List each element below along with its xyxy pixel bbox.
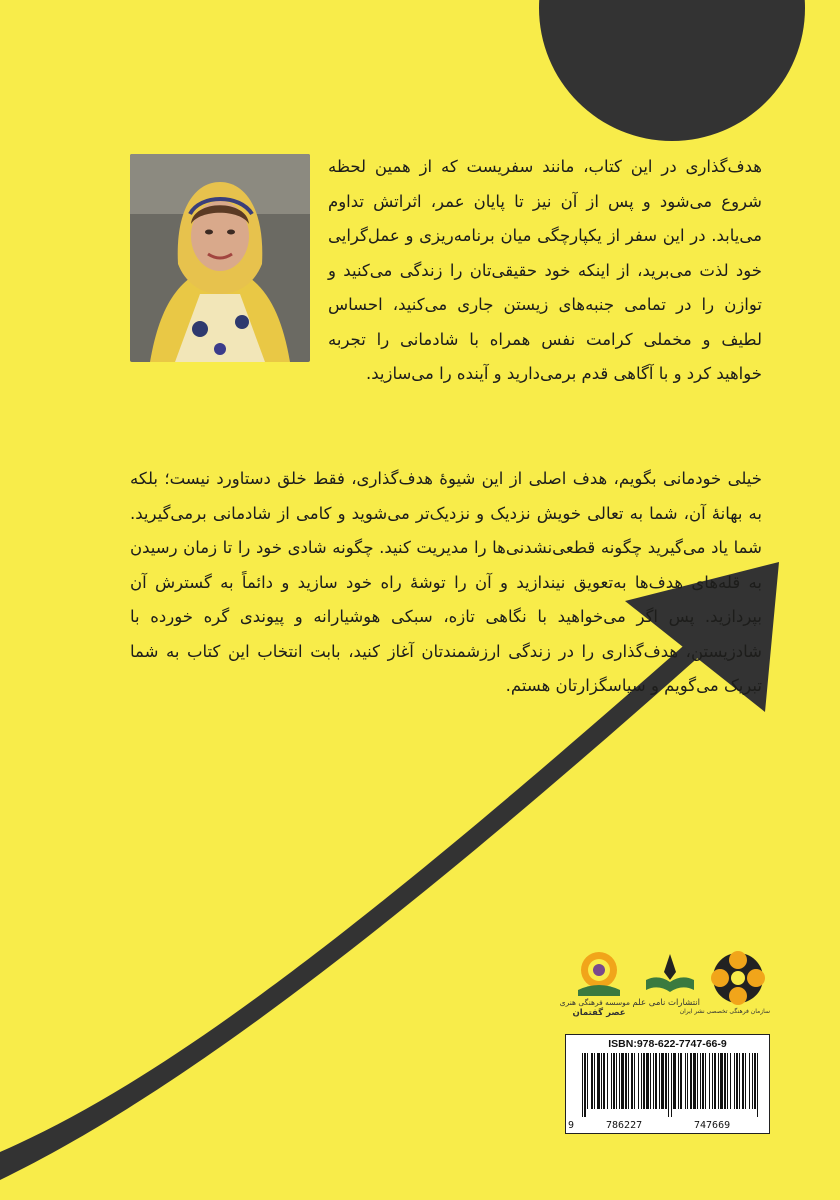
barcode-stripe	[709, 1053, 710, 1109]
pen-book-icon	[640, 950, 700, 994]
barcode-stripe	[638, 1053, 639, 1109]
barcode-stripe	[724, 1053, 726, 1109]
barcode-stripe	[650, 1053, 651, 1109]
barcode-stripe	[661, 1053, 664, 1109]
asr-goftman-logo	[559, 950, 630, 1022]
barcode-stripe	[601, 1053, 602, 1109]
barcode-stripe	[653, 1053, 654, 1109]
barcode-stripe	[621, 1053, 624, 1109]
barcode-stripe	[587, 1053, 588, 1109]
barcode-stripe	[730, 1053, 731, 1109]
barcode-stripe	[655, 1053, 657, 1109]
barcode-stripe	[673, 1053, 676, 1109]
barcode-stripe	[705, 1053, 706, 1109]
barcode-stripe	[619, 1053, 620, 1109]
barcode-stripe	[611, 1053, 612, 1109]
asr-goftman-label-2: عصر گفتمان	[572, 1008, 626, 1018]
barcode-stripe	[739, 1053, 740, 1109]
barcode-stripe	[628, 1053, 629, 1109]
publisher-logos	[559, 950, 770, 1022]
barcode-stripe	[584, 1053, 586, 1117]
barcode-stripe	[754, 1053, 756, 1109]
barcode-stripe	[700, 1053, 701, 1109]
flower-logo-icon	[568, 950, 630, 998]
barcode-stripe	[678, 1053, 679, 1109]
barcode-stripe	[714, 1053, 716, 1109]
nami-elm-label: انتشارات نامی علم	[632, 998, 700, 1008]
barcode-digits-right: 747669	[694, 1120, 731, 1131]
nashr-iran-logo	[679, 950, 770, 1022]
barcode-stripe	[671, 1053, 672, 1117]
barcode-stripe	[603, 1053, 605, 1109]
barcode-stripe	[749, 1053, 750, 1109]
barcode-stripe	[643, 1053, 645, 1109]
isbn-barcode	[565, 1034, 770, 1134]
ornament-logo-icon	[708, 950, 768, 1006]
barcode-stripe	[690, 1053, 692, 1109]
barcode-stripe	[646, 1053, 649, 1109]
barcode-stripe	[736, 1053, 738, 1109]
barcode-stripe	[685, 1053, 686, 1109]
body-paragraph-block	[130, 462, 762, 704]
barcode-stripe	[734, 1053, 735, 1109]
isbn-label: ISBN:978-622-7747-66-9	[608, 1038, 727, 1050]
barcode-stripe	[712, 1053, 713, 1109]
barcode-stripe	[668, 1053, 669, 1117]
barcode-stripe	[693, 1053, 696, 1109]
barcode-stripe	[742, 1053, 744, 1109]
barcode-stripe	[687, 1053, 688, 1109]
barcode-bars	[574, 1053, 764, 1117]
barcode-digit-lead: 9	[568, 1120, 575, 1131]
barcode-stripe	[718, 1053, 719, 1109]
body-paragraph: خیلی خودمانی بگویم، هدف اصلی از این شیوهٔ هدف‌گذاری، فقط خلق دستاورد نیست؛ بلکه به بهانهٔ آن، شما به تعالی خویش نزدیک و نزدیک‌تر می‌شوید و کامی از شادمانی برمی‌گیرید. شما یاد می‌گیرید چگونه قطعی‌نشدنی‌ها را مدیریت کنید. چگونه شادی خود را تا زمان رسیدن به قله‌های هدف‌ها به‌تعویق نیندازید و آن را توشهٔ راه خود سازید و دائماً به گسترش آن بپردازید. پس اگر می‌خواهید با نگاهی تازه، سبکی هوشیارانه و پیوندی گره خورده با شادزیستن، هدف‌گذاری را در زندگی ارزشمندتان آغاز کنید، بابت انتخاب این کتاب به شما تبریک می‌گویم و سپاسگزارتان هستم.	[130, 469, 762, 695]
barcode-digits-left: 786227	[606, 1120, 643, 1131]
intro-paragraph-block	[130, 150, 762, 392]
barcode-stripe	[591, 1053, 593, 1109]
barcode-stripe	[665, 1053, 667, 1109]
barcode-stripe	[727, 1053, 728, 1109]
barcode-stripe	[634, 1053, 635, 1109]
barcode-stripe	[757, 1053, 758, 1117]
barcode-stripe	[631, 1053, 633, 1109]
top-black-circle	[539, 0, 805, 141]
barcode-stripe	[702, 1053, 704, 1109]
barcode-stripe	[641, 1053, 642, 1109]
barcode-stripe	[720, 1053, 723, 1109]
barcode-stripe	[582, 1053, 583, 1117]
barcode-stripe	[625, 1053, 627, 1109]
barcode-stripe	[613, 1053, 615, 1109]
barcode-stripe	[594, 1053, 595, 1109]
author-photo	[130, 154, 310, 362]
barcode-stripe	[607, 1053, 608, 1109]
barcode-stripe	[697, 1053, 698, 1109]
barcode-stripe	[752, 1053, 753, 1109]
nashr-iran-label: سازمان فرهنگی تخصصی نشر ایران	[679, 1008, 770, 1015]
barcode-stripe	[616, 1053, 617, 1109]
barcode-stripe	[680, 1053, 682, 1109]
barcode-stripe	[745, 1053, 746, 1109]
asr-goftman-label-1: موسسه فرهنگی هنری	[559, 998, 630, 1007]
barcode-stripe	[597, 1053, 600, 1109]
barcode-stripe	[659, 1053, 660, 1109]
intro-paragraph: هدف‌گذاری در این کتاب، مانند سفریست که از همین لحظه شروع می‌شود و پس از آن نیز تا پایان عمر، اثراتش تداوم می‌یابد. در این سفر از یکپارچگی میان برنامه‌ریزی و عمل‌گرایی خود لذت می‌برید، از اینکه خود حقیقی‌تان را زندگی می‌کنید و توازن را در تمامی جنبه‌های زیستن جاری می‌کنید، احساس لطیف و مخملی کرامت نفس همراه با شادمانی را تجربه خواهید کرد و با آگاهی قدم برمی‌دارید و آینده را می‌سازید.	[328, 157, 762, 383]
